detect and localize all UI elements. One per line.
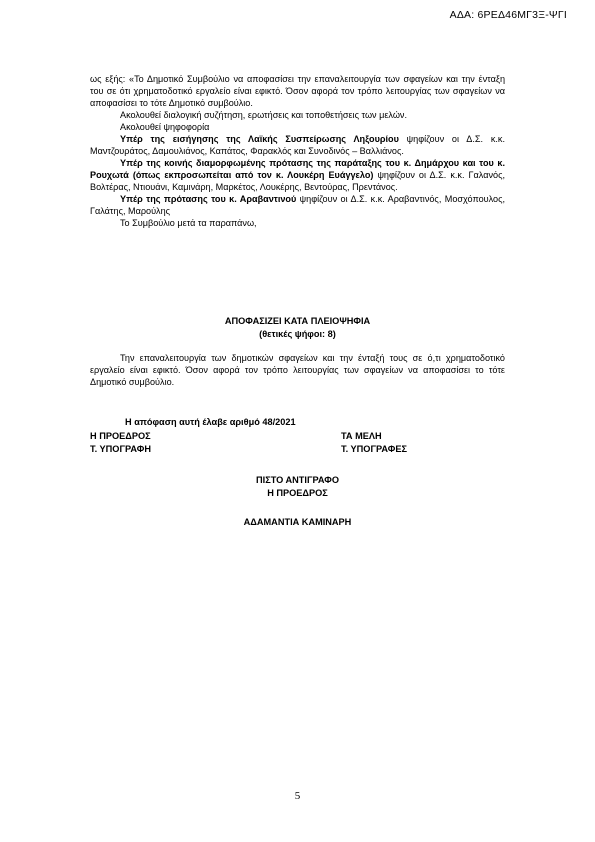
discussion-paragraph: Ακολουθεί διαλογική συζήτηση, ερωτήσεις και τοποθετήσεις των μελών. xyxy=(120,110,407,120)
council-after-paragraph: Το Συμβούλιο μετά τα παραπάνω, xyxy=(120,218,257,228)
vote-3-members: ψηφίζουν οι Δ.Σ. κ.κ. Αραβαντινός, Μοσχόπουλος, Γαλάτης, Μαρούλης xyxy=(90,194,505,216)
vote-paragraph-3 xyxy=(90,193,505,217)
chair-label: Η ΠΡΟΕΔΡΟΣ xyxy=(90,431,151,441)
proposal-paragraph: ως εξής: «Το Δημοτικό Συμβούλιο να αποφασίσει την επαναλειτουργία των σφαγείων και την ένταξη του σε ότι χρηματοδοτικό εργαλείο είναι εφικτό. Όσον αφορά τον τρόπο λειτουργίας των σφαγείων να αποφασίσει το τότε Δημοτικό συμβούλιο. xyxy=(90,74,505,108)
minutes-body xyxy=(90,73,505,229)
true-copy-chair: Η ΠΡΟΕΔΡΟΣ xyxy=(267,488,328,498)
decision-text: Την επαναλειτουργία των δημοτικών σφαγείων και την ένταξή τους σε ό,τι χρηματοδοτικό εργαλείο είναι εφικτό. Όσον αφορά τον τρόπο λειτουργίας των σφαγείων να αποφασίσει το τότε Δημοτικό συμβούλιο. xyxy=(90,353,505,387)
vote-1-heading: Υπέρ της εισήγησης της Λαϊκής Συσπείρωσης Ληξουρίου xyxy=(120,134,399,144)
members-signature-block xyxy=(341,430,407,456)
vote-2-heading: Υπέρ της κοινής διαμορφωμένης πρότασης της παράταξης του κ. Δημάρχου και του κ. Ρουχωτά (όπως εκπροσωπείται από τον κ. Λουκέρη Ευάγγελο) xyxy=(90,158,505,180)
vote-paragraph-1 xyxy=(90,133,505,157)
decision-body xyxy=(90,352,505,388)
signer-name: ΑΔΑΜΑΝΤΙΑ ΚΑΜΙΝΑΡΗ xyxy=(243,517,352,527)
page-number: 5 xyxy=(294,790,301,802)
chair-signature: Τ. ΥΠΟΓΡΑΦΗ xyxy=(90,444,151,454)
vote-2-members: ψηφίζουν οι Δ.Σ. κ.κ. Γαλανός, Βολτέρας, Ντιουάνι, Καμινάρη, Μαρκέτος, Λουκέρης, Βεντούρας, Πρεντάνος. xyxy=(90,170,505,192)
members-label: ΤΑ ΜΕΛΗ xyxy=(341,431,382,441)
members-signature: Τ. ΥΠΟΓΡΑΦΕΣ xyxy=(341,444,407,454)
decision-number: Η απόφαση αυτή έλαβε αριθμό 48/2021 xyxy=(125,417,296,427)
decision-title: ΑΠΟΦΑΣΙΖΕΙ ΚΑΤΑ ΠΛΕΙΟΨΗΦΙΑ xyxy=(224,316,371,326)
vote-paragraph-2 xyxy=(90,157,505,193)
decision-votes: (θετικές ψήφοι: 8) xyxy=(259,329,336,339)
vote-intro: Ακολουθεί ψηφοφορία xyxy=(120,122,210,132)
vote-3-heading: Υπέρ της πρότασης του κ. Αραβαντινού xyxy=(120,194,297,204)
ada-code: ΑΔΑ: 6ΡΕΔ46ΜΓ3Ξ-ΨΓΙ xyxy=(449,9,567,21)
vote-1-members: ψηφίζουν οι Δ.Σ. κ.κ. Μαντζουράτος, Δαμουλιάνος, Καπάτος, Φαρακλός και Συνοδινός – Βαλλιάνος. xyxy=(90,134,506,156)
true-copy-label: ΠΙΣΤΟ ΑΝΤΙΓΡΑΦΟ xyxy=(256,475,339,485)
decision-heading xyxy=(0,315,595,341)
true-copy-block xyxy=(0,474,595,500)
chair-signature-block xyxy=(90,430,151,456)
